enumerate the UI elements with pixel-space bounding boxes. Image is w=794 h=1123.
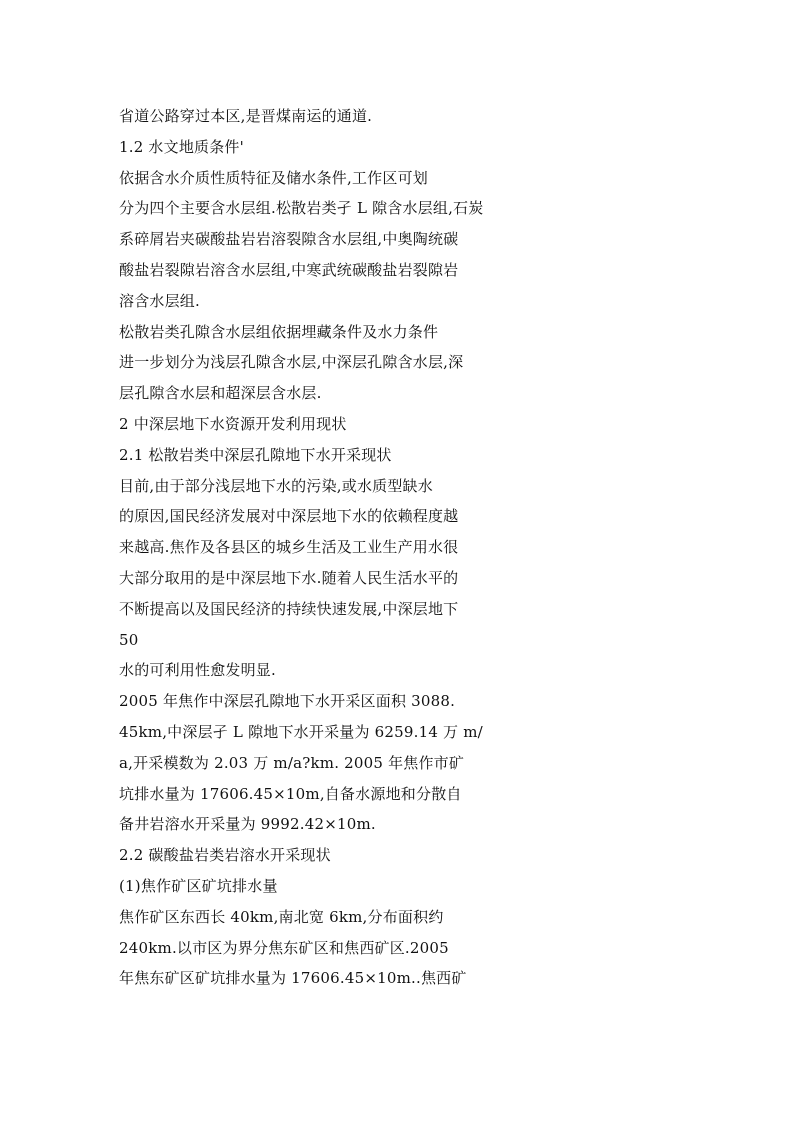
text-line: 的原因,国民经济发展对中深层地下水的依赖程度越 (119, 507, 459, 526)
text-line: 松散岩类孔隙含水层组依据埋藏条件及水力条件 (119, 322, 439, 341)
text-line: 45km,中深层孑 L 隙地下水开采量为 6259.14 万 m/ (119, 722, 483, 741)
text-line: 不断提高以及国民经济的持续快速发展,中深层地下 (119, 599, 459, 618)
text-line: 依据含水介质性质特征及储水条件,工作区可划 (119, 168, 428, 187)
text-line: 目前,由于部分浅层地下水的污染,或水质型缺水 (119, 476, 433, 495)
text-line: 来越高.焦作及各县区的城乡生活及工业生产用水很 (119, 538, 459, 557)
text-line: 备井岩溶水开采量为 9992.42×10m. (119, 815, 376, 834)
text-line: 进一步划分为浅层孔隙含水层,中深层孔隙含水层,深 (119, 353, 464, 372)
subsection-heading: (1)焦作矿区矿坑排水量 (119, 876, 278, 895)
text-line: 水的可利用性愈发明显. (119, 661, 276, 680)
text-line: 层孔隙含水层和超深层含水层. (119, 384, 322, 403)
text-line: 系碎屑岩夹碳酸盐岩岩溶裂隙含水层组,中奥陶统碳 (119, 230, 459, 249)
section-heading: 2.1 松散岩类中深层孔隙地下水开采现状 (119, 445, 392, 464)
text-line: 酸盐岩裂隙岩溶含水层组,中寒武统碳酸盐岩裂隙岩 (119, 260, 459, 279)
section-heading: 2 中深层地下水资源开发利用现状 (119, 414, 347, 433)
text-line: 坑排水量为 17606.45×10m,自备水源地和分散自 (119, 784, 462, 803)
text-line: 焦作矿区东西长 40km,南北宽 6km,分布面积约 (119, 907, 444, 926)
text-line: 大部分取用的是中深层地下水.随着人民生活水平的 (119, 568, 459, 587)
text-line: 年焦东矿区矿坑排水量为 17606.45×10m..焦西矿 (119, 969, 467, 988)
section-heading: 2.2 碳酸盐岩类岩溶水开采现状 (119, 846, 331, 865)
text-line: 溶含水层组. (119, 291, 200, 310)
text-line: 分为四个主要含水层组.松散岩类孑 L 隙含水层组,石炭 (119, 199, 484, 218)
text-line: 2005 年焦作中深层孔隙地下水开采区面积 3088. (119, 692, 456, 711)
text-line: 240km.以市区为界分焦东矿区和焦西矿区.2005 (119, 938, 449, 957)
text-body (119, 101, 719, 994)
section-heading: 1.2 水文地质条件' (119, 137, 244, 156)
page-number: 50 (119, 630, 139, 649)
text-line: a,开采模数为 2.03 万 m/a?km. 2005 年焦作市矿 (119, 753, 465, 772)
text-line: 省道公路穿过本区,是晋煤南运的通道. (119, 107, 373, 125)
